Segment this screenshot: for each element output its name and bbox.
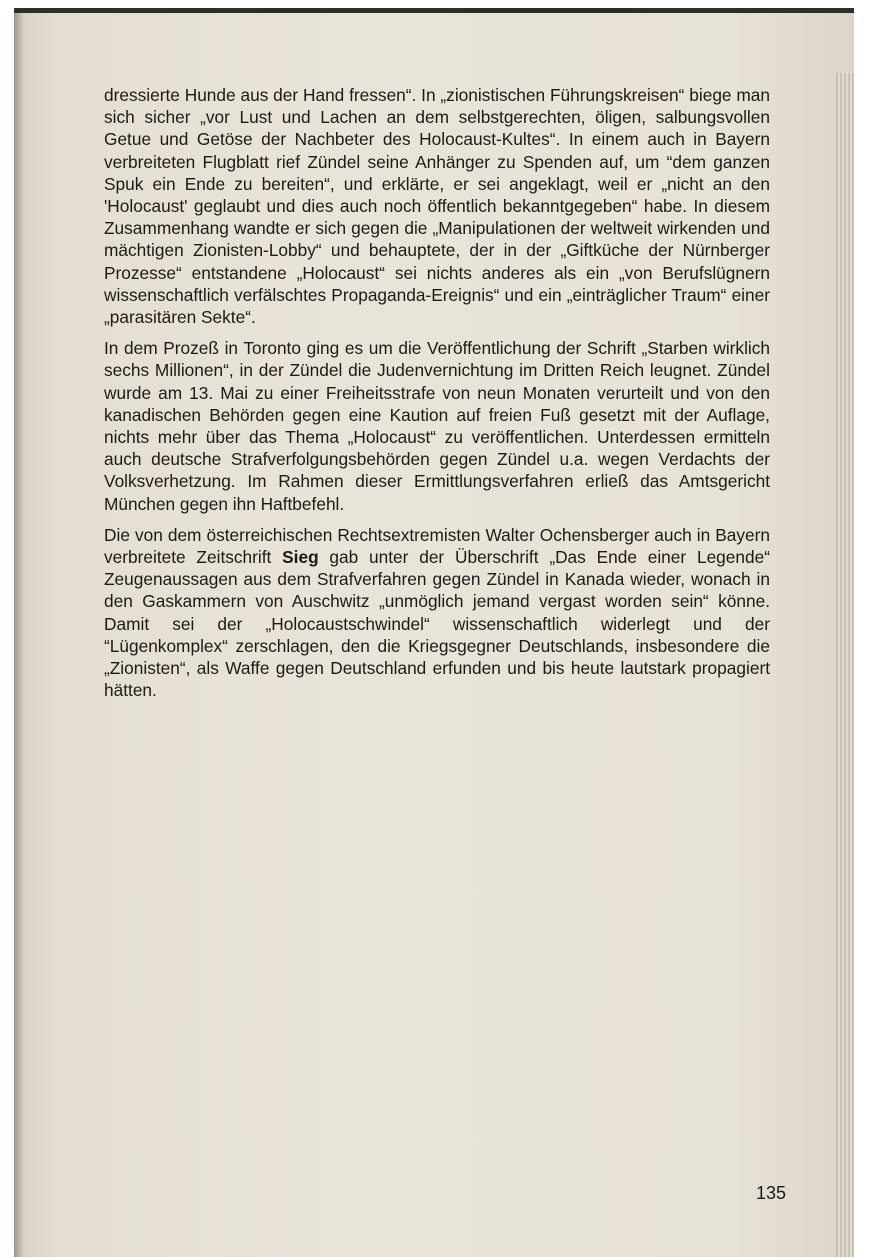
paragraph-2 bbox=[104, 337, 770, 515]
paragraph-2-text: In dem Prozeß in Toronto ging es um die Veröffentlichung der Schrift „Starben wirklich sechs Millionen“, in der Zündel die Judenvernichtung im Dritten Reich leugnet. Zündel wurde am 13. Mai zu einer Freiheitsstrafe von neun Monaten verurteilt und von den kanadischen Behörden gegen eine Kaution auf freien Fuß gesetzt mit der Auflage, nichts mehr über das Thema „Holocaust“ zu veröffentlichen. Unterdessen ermitteln auch deutsche Strafverfolgungsbehörden gegen Zündel u.a. wegen Verdachts der Volksverhetzung. Im Rahmen dieser Ermittlungsverfahren erließ das Amtsgericht München gegen ihn Haftbefehl. bbox=[104, 338, 770, 514]
page-number: 135 bbox=[755, 1183, 786, 1203]
paragraph-1 bbox=[104, 84, 770, 328]
paragraph-3-text-end: gab unter der Überschrift „Das Ende einer Legende“ Zeugenaussagen aus dem Strafverfahren gegen Zündel in Kanada wieder, wonach in den Gaskammern von Auschwitz „unmöglich jemand vergast worden sein“ könne. Damit sei der „Holocaustschwindel“ wissenschaftlich widerlegt und der “Lügenkomplex“ zerschlagen, den die Kriegsgegner Deutschlands, insbesondere die „Zionisten“, als Waffe gegen Deutschland erfunden und bis heute lautstark propagiert hätten. bbox=[104, 547, 770, 701]
page-edge-stack bbox=[836, 73, 854, 1257]
paragraph-1-text: dressierte Hunde aus der Hand fressen“. In „zionistischen Führungskreisen“ biege man sich sicher „vor Lust und Lachen an dem selbstgerechten, öligen, salbungsvollen Getue und Getöse der Nachbeter des Holocaust-Kultes“. In einem auch in Bayern verbreiteten Flugblatt rief Zündel seine Anhänger zu Spenden auf, um “dem ganzen Spuk ein Ende zu bereiten“, und erklärte, er sei angeklagt, weil er „nicht an den 'Holocaust' geglaubt und dies auch noch öffentlich bekanntgegeben“ habe. In diesem Zusammenhang wandte er sich gegen die „Manipulationen der weltweit wirkenden und mächtigen Zionisten-Lobby“ und behauptete, der in der „Giftküche der Nürnberger Prozesse“ entstandene „Holocaust“ sei nichts anderes als ein „von Berufslügnern wissenschaftlich verfälschtes Propaganda-Ereignis“ und ein „einträglicher Traum“ einer „parasitären Sekte“. bbox=[104, 85, 770, 328]
paragraph-3 bbox=[104, 524, 770, 702]
body-text bbox=[104, 84, 770, 710]
publication-title-sieg: Sieg bbox=[282, 547, 319, 568]
paragraph-3-text-start: Die von dem österreichischen Rechtsextremisten Walter Ochensberger auch in Bayern verbreitete Zeitschrift bbox=[104, 524, 770, 568]
